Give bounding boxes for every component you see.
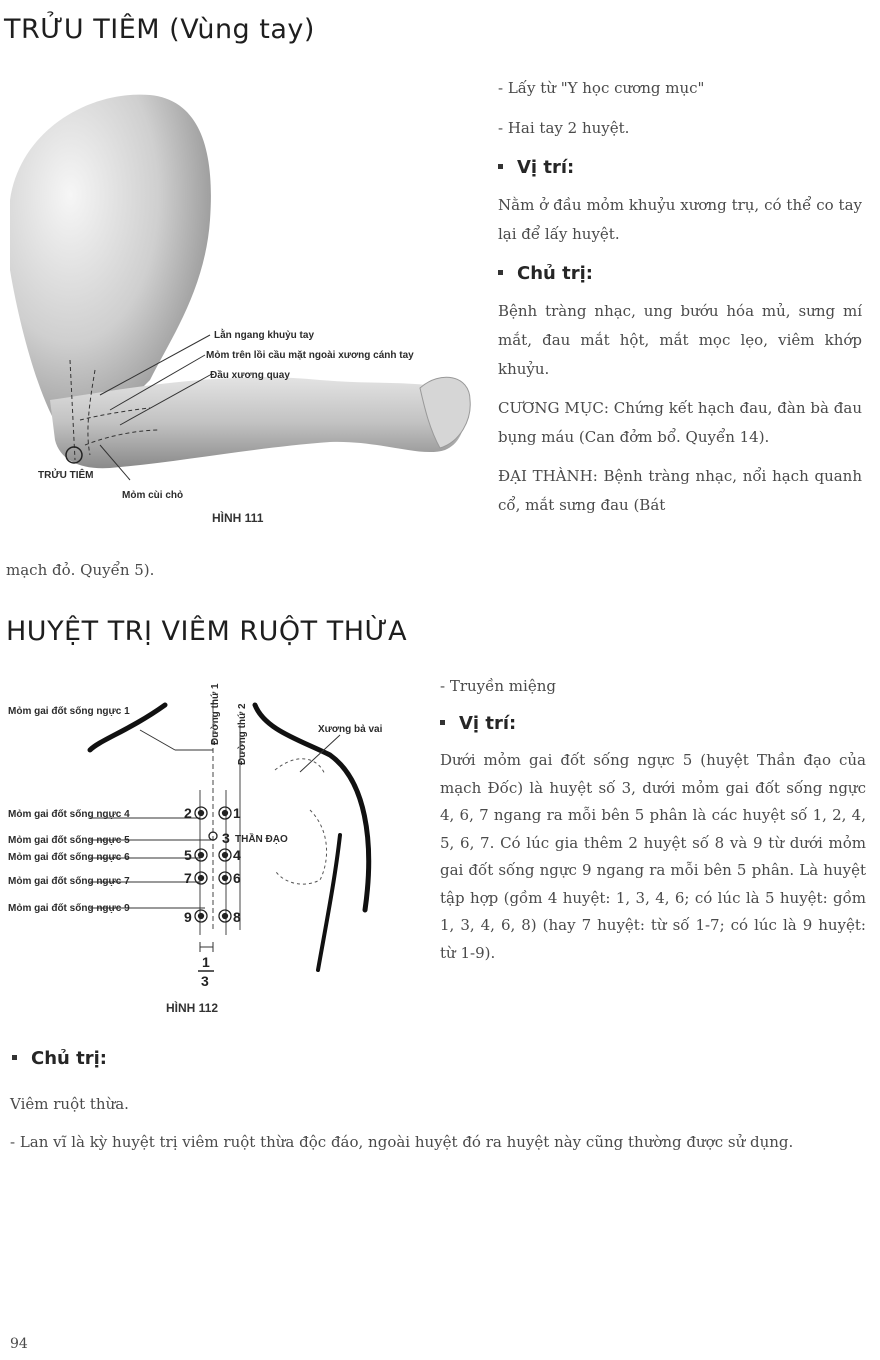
bullet-icon	[440, 720, 445, 725]
section-title-truu-tiem: TRỬU TIÊM (Vùng tay)	[4, 14, 315, 45]
point-number: 7	[184, 870, 192, 886]
acupoint-dot	[223, 853, 228, 858]
continuation-line: mạch đỏ. Quyển 5).	[6, 561, 155, 579]
paragraph-dai-thanh: ĐẠI THÀNH: Bệnh tràng nhạc, nổi hạch quanh cổ, mắt sưng đau (Bát	[498, 467, 862, 514]
point-number: 4	[233, 847, 241, 863]
forearm-shape	[50, 377, 464, 468]
acupoint-dot	[199, 876, 204, 881]
fraction-denominator: 3	[201, 973, 209, 989]
point-number: 2	[184, 805, 192, 821]
paragraph-vi-tri: Dưới mỏm gai đốt sống ngực 5 (huyệt Thần đạo của mạch Đốc) là huyệt số 3, dưới mỏm gai đốt sống ngực 4, 6, 7 ngang ra mỗi bên 5 phân là các huyệt số 1, 2, 4, 5, 6, 7. Có lúc gia thêm 2 huyệt số 8 và 9 từ dưới mỏm gai đốt sống ngực 9 ngang ra mỗi bên 5 phân. Là huyệt tập hợp (gồm 4 huyệt: 1, 3, 4, 6; có lúc là 5 huyệt: gồm 1, 3, 4, 6, 8) (hay 7 huyệt: từ số 1-7; có lúc là 9 huyệt: từ 1-9).	[440, 751, 866, 962]
point-number: 1	[233, 805, 241, 821]
label-mom-gai-7: Mỏm gai đốt sống ngực 7	[8, 876, 130, 887]
label-mom-tren: Mỏm trên lồi cầu mặt ngoài xương cánh tay	[206, 350, 414, 361]
scapula-edge	[318, 835, 340, 970]
point-number: 9	[184, 909, 192, 925]
subheading-vi-tri: Vị trí:	[440, 711, 866, 737]
figure-caption: HÌNH 111	[212, 511, 264, 525]
scapula-dashed-outline	[275, 759, 327, 884]
count-line: - Hai tay 2 huyệt.	[498, 119, 630, 137]
figure-caption: HÌNH 112	[166, 1001, 219, 1015]
right-shoulder-curve	[255, 705, 369, 910]
right-column-text-2	[440, 672, 866, 967]
label-truu-tiem: TRỬU TIÊM	[38, 470, 94, 481]
figure-arm-illustration	[0, 70, 480, 540]
subheading-vi-tri: Vị trí:	[498, 155, 862, 181]
acupoint-dot	[223, 876, 228, 881]
label-mom-gai-5: Mỏm gai đốt sống ngực 5	[8, 835, 130, 846]
subheading-chu-tri: Chủ trị:	[498, 261, 862, 287]
label-xuong-ba-vai: Xương bả vai	[318, 724, 383, 735]
label-mom-gai-6: Mỏm gai đốt sống ngực 6	[8, 852, 130, 863]
bullet-icon	[498, 270, 503, 275]
leader-line	[140, 730, 175, 750]
upper-arm-shape	[10, 95, 211, 430]
paragraph-chu-tri-2: Viêm ruột thừa.	[10, 1095, 129, 1113]
label-mom-gai-4: Mỏm gai đốt sống ngực 4	[8, 809, 130, 820]
paragraph-vi-tri: Nằm ở đầu mỏm khuỷu xương trụ, có thể co tay lại để lấy huyệt.	[498, 196, 862, 243]
point-number: 5	[184, 847, 192, 863]
paragraph-cuong-muc: CƯƠNG MỤC: Chứng kết hạch đau, đàn bà đau bụng máu (Can đởm bổ. Quyển 14).	[498, 399, 862, 446]
bullet-icon	[498, 164, 503, 169]
bullet-icon	[12, 1055, 17, 1060]
acupoint-dot	[199, 914, 204, 919]
subheading-chu-tri-2: Chủ trị:	[12, 1046, 107, 1072]
fraction-numerator: 1	[202, 954, 210, 970]
acupoint-dot	[223, 914, 228, 919]
label-lan-ngang: Lằn ngang khuỷu tay	[214, 330, 315, 341]
section-title-viem-ruot-thua: HUYỆT TRỊ VIÊM RUỘT THỪA	[6, 616, 408, 647]
paragraph-note: - Lan vĩ là kỳ huyệt trị viêm ruột thừa độc đáo, ngoài huyệt đó ra huyệt này cũng thường được sử dụng.	[10, 1133, 794, 1151]
label-duong-thu-2: Đường thứ 2	[237, 703, 248, 765]
point-number: 3	[222, 830, 230, 846]
label-mom-cui: Mỏm cùi chỏ	[122, 490, 184, 501]
source-line: - Truyền miệng	[440, 677, 556, 695]
point-number: 8	[233, 909, 241, 925]
page-number: 94	[10, 1336, 28, 1352]
point-number: 6	[233, 870, 241, 886]
acupoint-dot	[199, 853, 204, 858]
figure-back-diagram	[0, 660, 430, 1030]
label-dau-xuong: Đầu xương quay	[210, 370, 290, 381]
source-line: - Lấy từ "Y học cương mục"	[498, 79, 705, 97]
label-than-dao: THẦN ĐẠO	[235, 834, 288, 845]
acupoint-dot	[223, 811, 228, 816]
label-mom-gai-1: Mỏm gai đốt sống ngực 1	[8, 706, 130, 717]
right-column-text	[498, 74, 862, 520]
label-mom-gai-9: Mỏm gai đốt sống ngực 9	[8, 903, 130, 914]
label-duong-thu-1: Đường thứ 1	[210, 683, 221, 745]
paragraph-chu-tri: Bệnh tràng nhạc, ung bướu hóa mủ, sưng mí mắt, đau mắt hột, mắt mọc lẹo, viêm khớp khuỷu.	[498, 302, 862, 378]
acupoint-dot	[199, 811, 204, 816]
